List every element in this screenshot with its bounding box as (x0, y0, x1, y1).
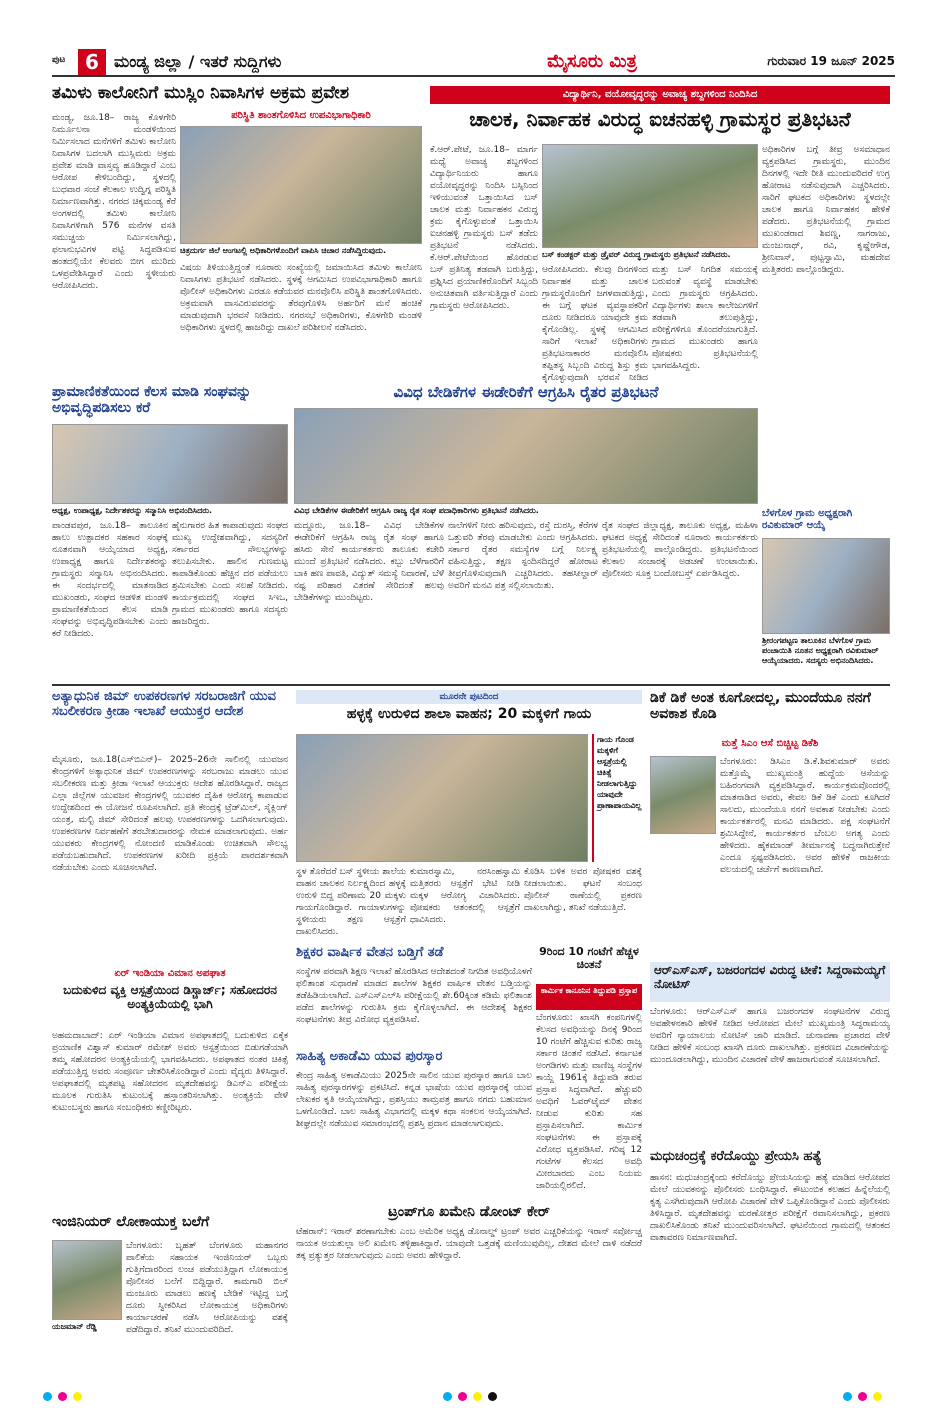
van-body-2: ಕುಮಾರಸ್ವಾಮಿ, ನರಸಿಂಹಸ್ವಾಮಿ ಮತ್ತಿತರರು ಆಸ್ಪತ್ರೆಗೆ ಭೇಟಿ ನೀಡಿ ಮಕ್ಕಳ ಆರೋಗ್ಯ ವಿಚಾರಿಸಿದರು. ಪೋಷಕರು ಆತಂಕದಲ್ಲಿ ಆಸ್ಪತ್ರೆಗೆ ಧಾವಿಸಿದರು. (410, 867, 520, 925)
page-label: ಪುಟ (52, 55, 66, 65)
engineer-name: ಯಜಮಾನ್ ರೆಡ್ಡಿ (52, 1322, 97, 1331)
work-caption: ಅಧ್ಯಕ್ಷ, ಉಪಾಧ್ಯಕ್ಷ, ನಿರ್ದೇಶಕರನ್ನು ಸನ್ಮಾನಿಸಿ ಅಭಿನಂದಿಸಿದರು. (52, 506, 213, 515)
honeymoon-body: ಹಾಸನ: ಮಧುಚಂದ್ರಕ್ಕೆಂದು ಕರೆದೊಯ್ದು ಪ್ರೇಯಸಿಯನ್ನು ಹತ್ಯೆ ಮಾಡಿದ ಆರೋಪದ ಮೇಲೆ ಯುವಕನನ್ನು ಪೊಲೀಸರು ಬಂಧಿಸಿದ್ದಾರೆ. ಕೌಟುಂಬಿಕ ಕಲಹದ ಹಿನ್ನೆಲೆಯಲ್ಲಿ ಕೃತ್ಯ ಎಸಗಿರುವುದಾಗಿ ಆರೋಪಿ ವಿಚಾರಣೆ ವೇಳೆ ಒಪ್ಪಿಕೊಂಡಿದ್ದಾನೆ ಎಂದು ಪೊಲೀಸರು ತಿಳಿಸಿದ್ದಾರೆ. ಮೃತದೇಹವನ್ನು ಮರಣೋತ್ತರ ಪರೀಕ್ಷೆಗೆ ರವಾನಿಸಲಾಗಿದ್ದು, ಪ್ರಕರಣ ದಾಖಲಿಸಿಕೊಂಡು ತನಿಖೆ ಮುಂದುವರಿಸಲಾಗಿದೆ. ಘಟನೆಯಿಂದ ಗ್ರಾಮದಲ್ಲಿ ಆತಂಕದ ವಾತಾವರಣ ನಿರ್ಮಾಣವಾಗಿದೆ. (650, 1173, 890, 1243)
farmers-body-1: ಮದ್ದೂರು, ಜೂ.18– ವಿವಿಧ ಬೇಡಿಕೆಗಳ ಈಡೇರಿಕೆಗೆ ಆಗ್ರಹಿಸಿ ರಾಜ್ಯ ರೈತ ಸಂಘ ಹಾಗೂ ಹಸಿರು ಸೇನೆ ಕಾರ್ಯಕರ್ತರು ತಾಲೂಕು ಕಚೇರಿ ಮುಂದೆ ಪ್ರತಿಭಟನೆ ನಡೆಸಿದರು. ಕಬ್ಬು ಬೆಳೆಗಾರರಿಗೆ ಬಾಕಿ ಹಣ ಪಾವತಿ, ವಿದ್ಯುತ್ ಸಮಸ್ಯೆ ನಿವಾರಣೆ, ಬೆಳೆ ನಷ್ಟ ಪರಿಹಾರ ವಿತರಣೆ ಸೇರಿದಂತೆ ಹಲವು ಬೇಡಿಕೆಗಳನ್ನು ಮುಂದಿಟ್ಟರು. (294, 521, 444, 603)
tamil-colony-caption: ಚಿತ್ರದುರ್ಗ ಜಿಲೆ ಆಂಗಟಲ್ಲಿ ಅಧಿಕಾರಿಗಳೊಂದಿಗೆ ವಾಪಿಸಿ ಚಿಚಾರ ನಡೆಸಿದ್ದಿರುವುದು. (180, 246, 386, 255)
work-body-2: ಹೈನುಗಾರರ ಹಿತ ಕಾಪಾಡುವುದು ಸಂಘದ ಮುಖ್ಯ ಉದ್ದೇಶವಾಗಿದ್ದು, ಸದಸ್ಯರಿಗೆ ಸರ್ಕಾರದ ಸೌಲಭ್ಯಗಳನ್ನು ತಲುಪಿಸಬೇಕು. ಹಾಲಿನ ಗುಣಮಟ್ಟ ಕಾಪಾಡಿಕೊಂಡು ಹೆಚ್ಚಿನ ದರ ಪಡೆಯಲು ಶ್ರಮಿಸಬೇಕು ಎಂದು ಸಲಹೆ ನೀಡಿದರು. ಕಾರ್ಯಕ್ರಮದಲ್ಲಿ ಸಂಘದ ಸಿಇಒ, ಗ್ರಾಮದ ಮುಖಂಡರು ಹಾಗೂ ಸದಸ್ಯರು ಹಾಜರಿದ್ದರು. (172, 521, 288, 627)
driver-body-1: ಕೆ.ಆರ್.ಪೇಟೆ, ಜೂ.18– ಮಾರ್ಗ ಮಧ್ಯೆ ಅವಾಚ್ಯ ಶಬ್ದಗಳಿಂದ ವಿದ್ಯಾರ್ಥಿನಿಯರು ಹಾಗೂ ವಯೋವೃದ್ಧರನ್ನು ನಿಂದಿಸಿ ಬಸ್ಸಿನಿಂದ ಇಳಿಯುವಂತೆ ಒತ್ತಾಯಿಸಿದ ಬಸ್ ಚಾಲಕ ಮತ್ತು ನಿರ್ವಾಹಕನ ವಿರುದ್ಧ ಕ್ರಮ ಕೈಗೊಳ್ಳುವಂತೆ ಒತ್ತಾಯಿಸಿ ಐಚನಹಳ್ಳಿ ಗ್ರಾಮಸ್ಥರು ಬಸ್ ತಡೆದು ಪ್ರತಿಭಟನೆ ನಡೆಸಿದರು. ಕೆ.ಆರ್.ಪೇಟೆಯಿಂದ ಹೊರಡುವ ಬಸ್ ಪ್ರತಿನಿತ್ಯ ತಡವಾಗಿ ಬರುತ್ತಿದ್ದು, ಪ್ರಶ್ನಿಸಿದ ಪ್ರಯಾಣಿಕರೊಂದಿಗೆ ಸಿಬ್ಬಂದಿ ಅನುಚಿತವಾಗಿ ವರ್ತಿಸುತ್ತಿದ್ದಾರೆ ಎಂದು ಗ್ರಾಮಸ್ಥರು ಆರೋಪಿಸಿದರು. (430, 145, 538, 311)
dk-subhead: ಮತ್ತೆ ಸಿಎಂ ಆಸೆ ಬಿಚ್ಚಿಟ್ಟ ಡಿಕೆಶಿ (721, 738, 819, 749)
section-divider (52, 684, 890, 686)
van-photo (296, 734, 588, 862)
registration-marks-center (440, 1386, 520, 1398)
van-body-3: ಕೊಡಿಸಿ ಬಳಿಕ ಅವರ ಪೋಷಕರ ವಶಕ್ಕೆ ನೀಡಲಾಯಿತು. ಘಟನೆ ಸಂಬಂಧ ಪೊಲೀಸ್ ಠಾಣೆಯಲ್ಲಿ ಪ್ರಕರಣ ದಾಖಲಾಗಿದ್ದು, ತನಿಖೆ ನಡೆಯುತ್ತಿದೆ. (524, 867, 642, 913)
rss-headline: ಆರ್‌ಎಸ್‌ಎಸ್, ಬಜರಂಗದಳ ವಿರುದ್ಧ ಟೀಕೆ: ಸಿದ್ದರಾಮಯ್ಯಗೆ ನೋಟಿಸ್ (650, 962, 890, 1002)
farmers-body-3: ರೈತ ಸಂಘದ ಜಿಲ್ಲಾಧ್ಯಕ್ಷ, ತಾಲೂಕು ಅಧ್ಯಕ್ಷ, ಮಹಿಳಾ ಘಟಕದ ಅಧ್ಯಕ್ಷೆ ಸೇರಿದಂತೆ ನೂರಾರು ಕಾರ್ಯಕರ್ತರು ಪ್ರತಿಭಟನೆಯಲ್ಲಿ ಪಾಲ್ಗೊಂಡಿದ್ದರು. ಪ್ರತಿಭಟನೆಯಿಂದ ಕೆಲಕಾಲ ಸಂಚಾರಕ್ಕೆ ಅಡಚಣೆ ಉಂಟಾಯಿತು. ಪೊಲೀಸರು ಸೂಕ್ತ ಬಂದೋಬಸ್ತ್ ಏರ್ಪಡಿಸಿದ್ದರು. (602, 521, 758, 579)
farmers-headline: ವಿವಿಧ ಬೇಡಿಕೆಗಳ ಈಡೇರಿಕೆಗೆ ಆಗ್ರಹಿಸಿ ರೈತರ ಪ್ರತಿಭಟನೆ (393, 384, 659, 401)
sahitya-headline: ಸಾಹಿತ್ಯ ಅಕಾಡೆಮಿ ಯುವ ಪುರಸ್ಕಾರ (296, 1050, 443, 1064)
dk-headline: ಡಿಕೆ ಡಿಕೆ ಅಂತ ಕೂಗೋದಲ್ಲ, ಮುಂದೆಯೂ ನನಗೆ ಅವಕಾಶ ಕೊಡಿ (650, 690, 871, 723)
trump-headline: ಟ್ರಂಪ್‌ಗೂ ಖಮೇನಿ ಡೋಂಟ್ ಕೇರ್ (388, 1204, 550, 1220)
teacher-headline: ಶಿಕ್ಷಕರ ವಾರ್ಷಿಕ ವೇತನ ಬಡ್ತಿಗೆ ತಡೆ (296, 946, 444, 960)
farmers-caption: ವಿವಿಧ ಬೇಡಿಕೆಗಳ ಈಡೇರಿಕೆಗೆ ಆಗ್ರಹಿಸಿ ರಾಜ್ಯ ರೈತ ಸಂಘ ಪದಾಧಿಕಾರಿಗಳು ಪ್ರತಿಭಟನೆ ನಡೆಸಿದರು. (294, 506, 539, 515)
air-headline: ಬದುಕುಳಿದ ವ್ಯಕ್ತಿ ಆಸ್ಪತ್ರೆಯಿಂದ ಡಿಸ್ಚಾರ್ಜ್; ಸಹೋದರನ ಅಂತ್ಯಕ್ರಿಯೆಯಲ್ಲಿ ಭಾಗಿ (63, 984, 277, 1011)
air-body: ಅಹಮದಾಬಾದ್: ಏರ್ ಇಂಡಿಯಾ ವಿಮಾನ ಅಪಘಾತದಲ್ಲಿ ಬದುಕುಳಿದ ಏಕೈಕ ಪ್ರಯಾಣಿಕ ವಿಶ್ವಾಸ್ ಕುಮಾರ್ ರಮೇಶ್ ಅವರು ಆಸ್ಪತ್ರೆಯಿಂದ ಬಿಡುಗಡೆಯಾಗಿ ತಮ್ಮ ಸಹೋದರನ ಅಂತ್ಯಕ್ರಿಯೆಯಲ್ಲಿ ಭಾಗವಹಿಸಿದರು. ಅಪಘಾತದ ನಂತರ ಚಿಕಿತ್ಸೆ ಪಡೆಯುತ್ತಿದ್ದ ಅವರು ಸಂಪೂರ್ಣ ಚೇತರಿಸಿಕೊಂಡಿದ್ದಾರೆ ಎಂದು ವೈದ್ಯರು ತಿಳಿಸಿದ್ದಾರೆ. ಅಪಘಾತದಲ್ಲಿ ಮೃತಪಟ್ಟ ಸಹೋದರನ ಮೃತದೇಹವನ್ನು ಡಿಎನ್‌ಎ ಪರೀಕ್ಷೆಯ ಮೂಲಕ ಗುರುತಿಸಿ ಕುಟುಂಬಕ್ಕೆ ಹಸ್ತಾಂತರಿಸಲಾಗಿತ್ತು. ಅಂತ್ಯಕ್ರಿಯೆ ವೇಳೆ ಕುಟುಂಬಸ್ಥರು ಹಾಗೂ ಸಂಬಂಧಿಕರು ಕಣ್ಣೀರಿಟ್ಟರು. (52, 1031, 288, 1113)
engineer-body: ಬೆಂಗಳೂರು: ಬೃಹತ್ ಬೆಂಗಳೂರು ಮಹಾನಗರ ಪಾಲಿಕೆಯ ಸಹಾಯಕ ಇಂಜಿನಿಯರ್ ಒಬ್ಬರು ಗುತ್ತಿಗೆದಾರರಿಂದ ಲಂಚ ಪಡೆಯುತ್ತಿದ್ದಾಗ ಲೋಕಾಯುಕ್ತ ಪೊಲೀಸರ ಬಲೆಗೆ ಬಿದ್ದಿದ್ದಾರೆ. ಕಾಮಗಾರಿ ಬಿಲ್ ಮಂಜೂರು ಮಾಡಲು ಹಣಕ್ಕೆ ಬೇಡಿಕೆ ಇಟ್ಟಿದ್ದ ಬಗ್ಗೆ ದೂರು ಸ್ವೀಕರಿಸಿದ ಲೋಕಾಯುಕ್ತ ಅಧಿಕಾರಿಗಳು ಕಾರ್ಯಾಚರಣೆ ನಡೆಸಿ ಆರೋಪಿಯನ್ನು ವಶಕ್ಕೆ ಪಡೆದಿದ್ದಾರೆ. ತನಿಖೆ ಮುಂದುವರಿದಿದೆ. (126, 1241, 288, 1335)
sahitya-body: ಕೇಂದ್ರ ಸಾಹಿತ್ಯ ಅಕಾಡೆಮಿಯು 2025ನೇ ಸಾಲಿನ ಯುವ ಪುರಸ್ಕಾರ ಹಾಗೂ ಬಾಲ ಸಾಹಿತ್ಯ ಪುರಸ್ಕಾರಗಳನ್ನು ಪ್ರಕಟಿಸಿದೆ. ಕನ್ನಡ ಭಾಷೆಯ ಯುವ ಪುರಸ್ಕಾರಕ್ಕೆ ಯುವ ಲೇಖಕರ ಕೃತಿ ಆಯ್ಕೆಯಾಗಿದ್ದು, ಪ್ರಶಸ್ತಿಯು ತಾಮ್ರಪತ್ರ ಹಾಗೂ ನಗದು ಬಹುಮಾನ ಒಳಗೊಂಡಿದೆ. ಬಾಲ ಸಾಹಿತ್ಯ ವಿಭಾಗದಲ್ಲಿ ಮಕ್ಕಳ ಕಥಾ ಸಂಕಲನ ಆಯ್ಕೆಯಾಗಿದೆ. ಶೀಘ್ರದಲ್ಲೇ ನಡೆಯುವ ಸಮಾರಂಭದಲ್ಲಿ ಪ್ರಶಸ್ತಿ ಪ್ರದಾನ ಮಾಡಲಾಗುವುದು. (296, 1071, 532, 1129)
magenta-dot (58, 1392, 67, 1401)
rss-body: ಬೆಂಗಳೂರು: ಆರ್‌ಎಸ್‌ಎಸ್ ಹಾಗೂ ಬಜರಂಗದಳ ಸಂಘಟನೆಗಳ ವಿರುದ್ಧ ಅವಹೇಳನಕಾರಿ ಹೇಳಿಕೆ ನೀಡಿದ ಆರೋಪದ ಮೇಲೆ ಮುಖ್ಯಮಂತ್ರಿ ಸಿದ್ದರಾಮಯ್ಯ ಅವರಿಗೆ ನ್ಯಾಯಾಲಯ ನೋಟಿಸ್ ಜಾರಿ ಮಾಡಿದೆ. ಚುನಾವಣಾ ಪ್ರಚಾರದ ವೇಳೆ ನೀಡಿದ ಹೇಳಿಕೆ ಸಂಬಂಧ ಖಾಸಗಿ ದೂರು ದಾಖಲಾಗಿತ್ತು. ಪ್ರಕರಣದ ವಿಚಾರಣೆಯನ್ನು ಮುಂದೂಡಲಾಗಿದ್ದು, ಮುಂದಿನ ವಿಚಾರಣೆ ವೇಳೆ ಹಾಜರಾಗುವಂತೆ ಸೂಚಿಸಲಾಗಿದೆ. (650, 1007, 890, 1065)
issue-date: ಗುರುವಾರ 19 ಜೂನ್ 2025 (767, 54, 895, 68)
magenta-dot (458, 1392, 467, 1401)
workhours-body: ಬೆಂಗಳೂರು: ಖಾಸಗಿ ಕಂಪನಿಗಳಲ್ಲಿ ಕೆಲಸದ ಅವಧಿಯನ್ನು ದಿನಕ್ಕೆ 9ರಿಂದ 10 ಗಂಟೆಗೆ ಹೆಚ್ಚಿಸುವ ಕುರಿತು ರಾಜ್ಯ ಸರ್ಕಾರ ಚಿಂತನೆ ನಡೆಸಿದೆ. ಕರ್ನಾಟಕ ಅಂಗಡಿಗಳು ಮತ್ತು ವಾಣಿಜ್ಯ ಸಂಸ್ಥೆಗಳ ಕಾಯ್ದೆ 1961ಕ್ಕೆ ತಿದ್ದುಪಡಿ ತರುವ ಪ್ರಸ್ತಾಪ ಸಿದ್ಧವಾಗಿದೆ. ಹೆಚ್ಚುವರಿ ಅವಧಿಗೆ ಓವರ್‌ಟೈಮ್ ವೇತನ ನೀಡುವ ಕುರಿತು ಸಹ ಪ್ರಸ್ತಾಪಿಸಲಾಗಿದೆ. ಕಾರ್ಮಿಕ ಸಂಘಟನೆಗಳು ಈ ಪ್ರಸ್ತಾಪಕ್ಕೆ ವಿರೋಧ ವ್ಯಕ್ತಪಡಿಸಿವೆ. ಗರಿಷ್ಠ 12 ಗಂಟೆಗಳ ಕೆಲಸದ ಅವಧಿ ಮೀರಬಾರದು ಎಂಬ ನಿಯಮ ಜಾರಿಯಲ್ಲಿರಲಿದೆ. (536, 1013, 642, 1191)
tamil-colony-photo (180, 126, 422, 244)
tamil-colony-body-1: ಮಂಡ್ಯ, ಜೂ.18– ರಾಜ್ಯ ಕೊಳಗೇರಿ ನಿರ್ಮೂಲನಾ ಮಂಡಳಿಯಿಂದ ನಿರ್ಮಿಸಲಾದ ಮನೆಗಳಿಗೆ ತಮಿಳು ಕಾಲೋನಿ ನಿವಾಸಿಗಳ ಬದಲಾಗಿ ಮುಸ್ಲಿಮರು ಅಕ್ರಮ ಪ್ರವೇಶ ಮಾಡಿ ವಾಸ್ತವ್ಯ ಹೂಡಿದ್ದಾರೆ ಎಂಬ ಆರೋಪ ಕೇಳಿಬಂದಿದ್ದು, ಸ್ಥಳದಲ್ಲಿ ಬುಧವಾರ ಸಂಜೆ ಕೆಲಕಾಲ ಉದ್ವಿಗ್ನ ಪರಿಸ್ಥಿತಿ ನಿರ್ಮಾಣವಾಗಿತ್ತು. ನಗರದ ಚಿಕ್ಕಮಂಡ್ಯ ಕೆರೆ ಅಂಗಳದಲ್ಲಿ ತಮಿಳು ಕಾಲೋನಿ ನಿವಾಸಿಗಳಿಗಾಗಿ 576 ಮನೆಗಳ ವಸತಿ ಸಮುಚ್ಚಯ ನಿರ್ಮಿಸಲಾಗಿದ್ದು, ಫಲಾನುಭವಿಗಳ ಪಟ್ಟಿ ಸಿದ್ಧಪಡಿಸುವ ಹಂತದಲ್ಲಿಯೇ ಕೆಲವರು ಬೀಗ ಮುರಿದು ಒಳಪ್ರವೇಶಿಸಿದ್ದಾರೆ ಎಂದು ಸ್ಥಳೀಯರು ಆರೋಪಿಸಿದರು. (52, 113, 176, 291)
cyan-dot (843, 1392, 852, 1401)
driver-kicker: ವಿದ್ಯಾರ್ಥಿನಿ, ವಯೋವೃದ್ಧರನ್ನು ಅವಾಚ್ಯ ಶಬ್ದಗಳಿಂದ ನಿಂದಿಸಿದ (430, 86, 890, 104)
page-number: 6 (78, 49, 106, 75)
belagola-photo (762, 538, 890, 634)
van-body-1: ಸ್ಥಳ ತೊರೆದರೆ ಬಸ್ ಸ್ಥಳೀಯ ಶಾಲೆಯ ವಾಹನ ಚಾಲಕನ ನಿರ್ಲಕ್ಷ್ಯದಿಂದ ಹಳ್ಳಕ್ಕೆ ಉರುಳಿ ಬಿದ್ದ ಪರಿಣಾಮ 20 ಮಕ್ಕಳು ಗಾಯಗೊಂಡಿದ್ದಾರೆ. ಗಾಯಾಳುಗಳನ್ನು ಸ್ಥಳೀಯರು ತಕ್ಷಣ ಆಸ್ಪತ್ರೆಗೆ ದಾಖಲಿಸಿದರು. (296, 867, 406, 937)
trump-body: ಟೆಹರಾನ್: ಇರಾನ್ ಶರಣಾಗಬೇಕು ಎಂಬ ಅಮೆರಿಕ ಅಧ್ಯಕ್ಷ ಡೊನಾಲ್ಡ್ ಟ್ರಂಪ್ ಅವರ ಎಚ್ಚರಿಕೆಯನ್ನು ಇರಾನ್ ಸರ್ವೋಚ್ಚ ನಾಯಕ ಅಯತುಲ್ಲಾ ಅಲಿ ಖಮೇನಿ ತಳ್ಳಿಹಾಕಿದ್ದಾರೆ. ಯಾವುದೇ ಒತ್ತಡಕ್ಕೆ ಮಣಿಯುವುದಿಲ್ಲ, ದೇಶದ ಮೇಲೆ ದಾಳಿ ನಡೆದರೆ ತಕ್ಕ ಪ್ರತ್ಯುತ್ತರ ನೀಡಲಾಗುವುದು ಎಂದು ಅವರು ಹೇಳಿದ್ದಾರೆ. (296, 1227, 642, 1261)
farmers-photo (294, 408, 758, 504)
gym-headline: ಅತ್ಯಾಧುನಿಕ ಜಿಮ್ ಉಪಕರಣಗಳ ಸರಬರಾಜಿಗೆ ಯುವ ಸಬಲೀಕರಣ ಕ್ರೀಡಾ ಇಲಾಖೆ ಆಯುಕ್ತರ ಆದೇಶ (52, 690, 277, 719)
driver-body-2: ಆರೋಪಿಸಿದರು. ಕೆಲವು ದಿನಗಳಿಂದ ನಿರ್ವಾಹಕ ಮತ್ತು ಚಾಲಕ ಗ್ರಾಮಸ್ಥರೊಂದಿಗೆ ಜಗಳವಾಡುತ್ತಿದ್ದು, ಈ ಬಗ್ಗೆ ಘಟಕ ವ್ಯವಸ್ಥಾಪಕರಿಗೆ ದೂರು ನೀಡಿದರೂ ಯಾವುದೇ ಕ್ರಮ ಕೈಗೊಂಡಿಲ್ಲ. ಸ್ಥಳಕ್ಕೆ ಆಗಮಿಸಿದ ಸಾರಿಗೆ ಇಲಾಖೆ ಅಧಿಕಾರಿಗಳು ಪ್ರತಿಭಟನಾಕಾರರ ಮನವೊಲಿಸಿ ತಪ್ಪಿತಸ್ಥ ಸಿಬ್ಬಂದಿ ವಿರುದ್ಧ ಶಿಸ್ತು ಕ್ರಮ ಕೈಗೊಳ್ಳುವುದಾಗಿ ಭರವಸೆ ನೀಡಿದ (542, 265, 648, 383)
tamil-colony-body-2: ವಿಷಯ ತಿಳಿಯುತ್ತಿದ್ದಂತೆ ನೂರಾರು ಸಂಖ್ಯೆಯಲ್ಲಿ ಜಮಾಯಿಸಿದ ತಮಿಳು ಕಾಲೋನಿ ನಿವಾಸಿಗಳು ಪ್ರತಿಭಟನೆ ನಡೆಸಿದರು. ಸ್ಥಳಕ್ಕೆ ಆಗಮಿಸಿದ ಉಪವಿಭಾಗಾಧಿಕಾರಿ ಹಾಗೂ ಪೊಲೀಸ್ ಅಧಿಕಾರಿಗಳು ಎರಡೂ ಕಡೆಯವರ ಮನವೊಲಿಸಿ ಪರಿಸ್ಥಿತಿ ಶಾಂತಗೊಳಿಸಿದರು. ಅಕ್ರಮವಾಗಿ ವಾಸವಿರುವವರನ್ನು ತೆರವುಗೊಳಿಸಿ ಅರ್ಹರಿಗೆ ಮನೆ ಹಂಚಿಕೆ ಮಾಡುವುದಾಗಿ ಭರವಸೆ ನೀಡಿದರು. ನಗರಸಭೆ ಅಧಿಕಾರಿಗಳು, ಕೊಳಗೇರಿ ಮಂಡಳಿ ಅಧಿಕಾರಿಗಳು ಸ್ಥಳದಲ್ಲಿ ಹಾಜರಿದ್ದು ದಾಖಲೆ ಪರಿಶೀಲನೆ ನಡೆಸಿದರು. (180, 263, 422, 333)
belagola-caption: ಶ್ರೀರಂಗಪಟ್ಟಣ ತಾಲೂಕಿನ ಬೆಳಗೊಳ ಗ್ರಾಮ ಪಂಚಾಯಿತಿ ನೂತನ ಅಧ್ಯಕ್ಷರಾಗಿ ರವಿಕುಮಾರ್ ಆಯ್ಕೆಯಾದರು. ಸದಸ್ಯರು ಅಭಿನಂದಿಸಿದರು. (762, 636, 879, 665)
teacher-body: ಸಂಸ್ಥೆಗಳ ಪರವಾಗಿ ಶಿಕ್ಷಣ ಇಲಾಖೆ ಹೊರಡಿಸಿದ ಆದೇಶದಂತೆ ನಿಗದಿತ ಅವಧಿಯೊಳಗೆ ಫಲಿತಾಂಶ ಸುಧಾರಣೆ ಮಾಡದ ಶಾಲೆಗಳ ಶಿಕ್ಷಕರ ವಾರ್ಷಿಕ ವೇತನ ಬಡ್ತಿಯನ್ನು ತಡೆಹಿಡಿಯಲಾಗಿದೆ. ಎಸ್‌ಎಸ್‌ಎಲ್‌ಸಿ ಪರೀಕ್ಷೆಯಲ್ಲಿ ಶೇ.60ಕ್ಕಿಂತ ಕಡಿಮೆ ಫಲಿತಾಂಶ ಪಡೆದ ಶಾಲೆಗಳನ್ನು ಗುರುತಿಸಿ ಕ್ರಮ ಕೈಗೊಳ್ಳಲಾಗಿದೆ. ಈ ಆದೇಶಕ್ಕೆ ಶಿಕ್ಷಕರ ಸಂಘಟನೆಗಳು ತೀವ್ರ ವಿರೋಧ ವ್ಯಕ್ತಪಡಿಸಿವೆ. (296, 967, 532, 1025)
engineer-headline: ಇಂಜಿನಿಯರ್ ಲೋಕಾಯುಕ್ತ ಬಲೆಗೆ (52, 1214, 210, 1230)
masthead (52, 47, 895, 77)
work-body-1: ಪಾಂಡವಪುರ, ಜೂ.18– ತಾಲೂಕಿನ ಹಾಲು ಉತ್ಪಾದಕರ ಸಹಕಾರ ಸಂಘಕ್ಕೆ ನೂತನವಾಗಿ ಆಯ್ಕೆಯಾದ ಅಧ್ಯಕ್ಷ, ಉಪಾಧ್ಯಕ್ಷ ಹಾಗೂ ನಿರ್ದೇಶಕರನ್ನು ಗ್ರಾಮಸ್ಥರು ಸನ್ಮಾನಿಸಿ ಅಭಿನಂದಿಸಿದರು. ಈ ಸಂದರ್ಭದಲ್ಲಿ ಮಾತನಾಡಿದ ಮುಖಂಡರು, ಸಂಘದ ಆಡಳಿತ ಮಂಡಳಿ ಪ್ರಾಮಾಣಿಕತೆಯಿಂದ ಕೆಲಸ ಮಾಡಿ ಸಂಘವನ್ನು ಅಭಿವೃದ್ಧಿಪಡಿಸಬೇಕು ಎಂದು ಕರೆ ನೀಡಿದರು. (52, 521, 168, 639)
yellow-dot (873, 1392, 882, 1401)
paper-name: ಮೈಸೂರು ಮಿತ್ರ (547, 51, 637, 72)
work-photo (52, 424, 288, 504)
workhours-box-title: ಕಾರ್ಮಿಕ ಕಾನೂನಿನ ತಿದ್ದುಪಡಿ ಪ್ರಸ್ತಾಪ (536, 984, 642, 1010)
driver-headline: ಚಾಲಕ, ನಿರ್ವಾಹಕ ವಿರುದ್ಧ ಐಚನಹಳ್ಳಿ ಗ್ರಾಮಸ್ಥರ ಪ್ರತಿಭಟನೆ (469, 108, 851, 131)
gym-body: ಮೈಸೂರು, ಜೂ.18(ಎಸ್‌ಬಿಎನ್)– 2025–26ನೇ ಸಾಲಿನಲ್ಲಿ ಯುವಜನ ಕೇಂದ್ರಗಳಿಗೆ ಅತ್ಯಾಧುನಿಕ ಜಿಮ್ ಉಪಕರಣಗಳನ್ನು ಸರಬರಾಜು ಮಾಡಲು ಯುವ ಸಬಲೀಕರಣ ಮತ್ತು ಕ್ರೀಡಾ ಇಲಾಖೆ ಆಯುಕ್ತರು ಆದೇಶ ಹೊರಡಿಸಿದ್ದಾರೆ. ರಾಜ್ಯದ ಎಲ್ಲಾ ಜಿಲ್ಲೆಗಳ ಯುವಜನ ಕೇಂದ್ರಗಳಲ್ಲಿ ಯುವಕರ ದೈಹಿಕ ಆರೋಗ್ಯ ಕಾಪಾಡುವ ಉದ್ದೇಶದಿಂದ ಈ ಯೋಜನೆ ರೂಪಿಸಲಾಗಿದೆ. ಪ್ರತಿ ಕೇಂದ್ರಕ್ಕೆ ಟ್ರೆಡ್‌ಮಿಲ್, ಸೈಕ್ಲಿಂಗ್ ಯಂತ್ರ, ಮಲ್ಟಿ ಜಿಮ್ ಸೇರಿದಂತೆ ಹಲವು ಉಪಕರಣಗಳನ್ನು ಒದಗಿಸಲಾಗುವುದು. ಉಪಕರಣಗಳ ನಿರ್ವಹಣೆಗೆ ತರಬೇತುದಾರರನ್ನು ನೇಮಕ ಮಾಡಲಾಗುವುದು. ಅರ್ಹ ಯುವಕರು ಕೇಂದ್ರಗಳಲ್ಲಿ ನೋಂದಣಿ ಮಾಡಿಕೊಂಡು ಉಚಿತವಾಗಿ ಸೌಲಭ್ಯ ಪಡೆಯಬಹುದಾಗಿದೆ. ಉಪಕರಣಗಳ ಖರೀದಿ ಪ್ರಕ್ರಿಯೆ ಪಾರದರ್ಶಕವಾಗಿ ನಡೆಯಬೇಕು ಎಂದು ಸೂಚಿಸಲಾಗಿದೆ. (52, 755, 288, 873)
belagola-headline: ಬೆಳಗೊಳ ಗ್ರಾಮ ಅಧ್ಯಕ್ಷರಾಗಿ ರವಿಕುಮಾರ್ ಆಯ್ಕೆ (762, 508, 853, 531)
registration-marks-right (840, 1386, 900, 1398)
honeymoon-headline: ಮಧುಚಂದ್ರಕ್ಕೆ ಕರೆದೊಯ್ದು ಪ್ರೇಯಸಿ ಹತ್ಯೆ (650, 1150, 822, 1164)
driver-photo (542, 144, 758, 248)
cyan-dot (443, 1392, 452, 1401)
work-headline: ಪ್ರಾಮಾಣಿಕತೆಯಿಂದ ಕೆಲಸ ಮಾಡಿ ಸಂಘವನ್ನು ಅಭಿವೃದ್ಧಿಪಡಿಸಲು ಕರೆ (52, 384, 252, 417)
engineer-photo (52, 1240, 122, 1320)
air-kicker: ಏರ್ ಇಂಡಿಯಾ ವಿಮಾನ ಅಪಘಾತ (114, 968, 226, 979)
section-title: ಮಂಡ್ಯ ಜಿಲ್ಲಾ / ಇತರೆ ಸುದ್ದಿಗಳು (114, 52, 282, 71)
driver-caption: ಬಸ್ ಕಂಡಕ್ಟರ್ ಮತ್ತು ಡ್ರೈವರ್ ವಿರುದ್ಧ ಗ್ರಾಮಸ್ಥರು ಪ್ರತಿಭಟನೆ ನಡೆಸಿದರು. (542, 250, 731, 259)
jump-label: ಮೂರನೇ ಪುಟದಿಂದ (296, 690, 642, 704)
black-dot (488, 1392, 497, 1401)
van-headline: ಹಳ್ಳಕ್ಕೆ ಉರುಳಿದ ಶಾಲಾ ವಾಹನ; 20 ಮಕ್ಕಳಿಗೆ ಗಾಯ (346, 706, 592, 722)
yellow-dot (73, 1392, 82, 1401)
driver-body-4: ಅಧಿಕಾರಿಗಳ ಬಗ್ಗೆ ತೀವ್ರ ಅಸಮಾಧಾನ ವ್ಯಕ್ತಪಡಿಸಿದ ಗ್ರಾಮಸ್ಥರು, ಮುಂದಿನ ದಿನಗಳಲ್ಲಿ ಇದೇ ರೀತಿ ಮುಂದುವರಿದರೆ ಉಗ್ರ ಹೋರಾಟ ನಡೆಸುವುದಾಗಿ ಎಚ್ಚರಿಸಿದರು. ಸಾರಿಗೆ ಘಟಕದ ಅಧಿಕಾರಿಗಳು ಸ್ಥಳದಲ್ಲೇ ಚಾಲಕ ಹಾಗೂ ನಿರ್ವಾಹಕನ ಹೇಳಿಕೆ ಪಡೆದರು. ಪ್ರತಿಭಟನೆಯಲ್ಲಿ ಗ್ರಾಮದ ಮುಖಂಡರಾದ ಶಿವಣ್ಣ, ನಾಗರಾಜು, ಮಂಜುನಾಥ್, ರವಿ, ಕೃಷ್ಣೇಗೌಡ, ಶ್ರೀನಿವಾಸ್, ಪುಟ್ಟಸ್ವಾಮಿ, ಮಹದೇವ ಮತ್ತಿತರರು ಪಾಲ್ಗೊಂಡಿದ್ದರು. (762, 145, 890, 275)
farmers-body-2: ನಾಲೆಗಳಿಗೆ ನೀರು ಹರಿಸುವುದು, ರಸ್ತೆ ದುರಸ್ತಿ, ಕೆರೆಗಳ ಒತ್ತುವರಿ ತೆರವು ಮಾಡಬೇಕು ಎಂದು ಆಗ್ರಹಿಸಿದರು. ಸರ್ಕಾರ ರೈತರ ಸಮಸ್ಯೆಗಳ ಬಗ್ಗೆ ನಿರ್ಲಕ್ಷ್ಯ ವಹಿಸುತ್ತಿದ್ದು, ತಕ್ಷಣ ಸ್ಪಂದಿಸದಿದ್ದರೆ ಹೋರಾಟ ತೀವ್ರಗೊಳಿಸುವುದಾಗಿ ಎಚ್ಚರಿಸಿದರು. ತಹಸೀಲ್ದಾರ್ ಅವರಿಗೆ ಮನವಿ ಪತ್ರ ಸಲ್ಲಿಸಲಾಯಿತು. (448, 521, 598, 591)
van-pullquote: ಗಾಯ ಗೊಂಡ ಮಕ್ಕಳಿಗೆ ಆಸ್ಪತ್ರೆಯಲ್ಲಿ ಚಿಕಿತ್ಸೆ ನೀಡಲಾಗುತ್ತಿದ್ದು ಯಾವುದೇ ಪ್ರಾಣಾಪಾಯವಿಲ್ಲ (592, 734, 642, 862)
tamil-colony-headline: ತಮಿಳು ಕಾಲೋನಿಗೆ ಮುಸ್ಲಿಂ ನಿವಾಸಿಗಳ ಅಕ್ರಮ ಪ್ರವೇಶ (52, 84, 350, 103)
magenta-dot (858, 1392, 867, 1401)
workhours-headline: 9ರಿಂದ 10 ಗಂಟೆಗೆ ಹೆಚ್ಚಳ ಚಿಂತನೆ (539, 946, 639, 971)
cyan-dot (43, 1392, 52, 1401)
yellow-dot (473, 1392, 482, 1401)
dk-body: ಬೆಂಗಳೂರು: ಡಿಸಿಎಂ ಡಿ.ಕೆ.ಶಿವಕುಮಾರ್ ಅವರು ಮತ್ತೊಮ್ಮೆ ಮುಖ್ಯಮಂತ್ರಿ ಹುದ್ದೆಯ ಆಸೆಯನ್ನು ಬಹಿರಂಗವಾಗಿ ವ್ಯಕ್ತಪಡಿಸಿದ್ದಾರೆ. ಕಾರ್ಯಕ್ರಮವೊಂದರಲ್ಲಿ ಮಾತನಾಡಿದ ಅವರು, ಕೇವಲ ಡಿಕೆ ಡಿಕೆ ಎಂದು ಕೂಗಿದರೆ ಸಾಲದು, ಮುಂದೆಯೂ ನನಗೆ ಅವಕಾಶ ನೀಡಬೇಕು ಎಂದು ಕಾರ್ಯಕರ್ತರಲ್ಲಿ ಮನವಿ ಮಾಡಿದರು. ಪಕ್ಷ ಸಂಘಟನೆಗೆ ಶ್ರಮಿಸಿದ್ದೇನೆ, ಕಾರ್ಯಕರ್ತರ ಬೆಂಬಲ ಅಗತ್ಯ ಎಂದು ಹೇಳಿದರು. ಹೈಕಮಾಂಡ್ ತೀರ್ಮಾನಕ್ಕೆ ಬದ್ಧನಾಗಿರುತ್ತೇನೆ ಎಂದೂ ಸ್ಪಷ್ಟಪಡಿಸಿದರು. ಅವರ ಹೇಳಿಕೆ ರಾಜಕೀಯ ವಲಯದಲ್ಲಿ ಚರ್ಚೆಗೆ ಕಾರಣವಾಗಿದೆ. (720, 757, 890, 875)
registration-marks-left (40, 1386, 100, 1398)
tamil-colony-subhead: ಪರಿಸ್ಥಿತಿ ಶಾಂತಗೊಳಿಸಿದ ಉಪವಿಭಾಗಾಧಿಕಾರಿ (231, 110, 371, 121)
dk-photo (650, 756, 716, 834)
driver-body-3: ಮತ್ತು ಬಸ್ ನಿಗದಿತ ಸಮಯಕ್ಕೆ ಬರುವಂತೆ ವ್ಯವಸ್ಥೆ ಮಾಡಬೇಕು ಎಂದು ಗ್ರಾಮಸ್ಥರು ಆಗ್ರಹಿಸಿದರು. ವಿದ್ಯಾರ್ಥಿಗಳು ಶಾಲಾ ಕಾಲೇಜುಗಳಿಗೆ ತಡವಾಗಿ ತಲುಪುತ್ತಿದ್ದು, ಪರೀಕ್ಷೆಗಳಿಗೂ ತೊಂದರೆಯಾಗುತ್ತಿದೆ. ಗ್ರಾಮದ ಮುಖಂಡರು ಹಾಗೂ ಪೋಷಕರು ಪ್ರತಿಭಟನೆಯಲ್ಲಿ ಭಾಗವಹಿಸಿದ್ದರು. (652, 265, 758, 371)
